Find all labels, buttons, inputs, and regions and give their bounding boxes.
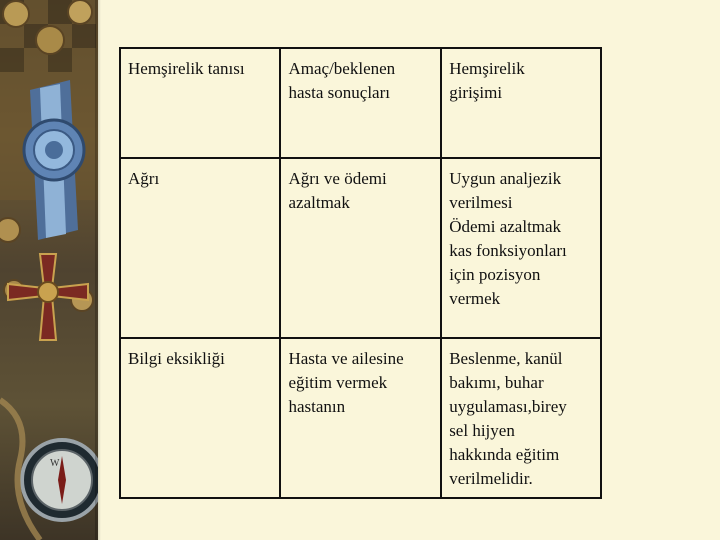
svg-text:W: W bbox=[50, 458, 60, 469]
cell-text: vermek bbox=[449, 289, 501, 308]
cell-text: hakkında eğitim bbox=[449, 445, 560, 464]
table-cell bbox=[120, 338, 280, 498]
table-cell bbox=[441, 158, 601, 338]
cell-text: girişimi bbox=[449, 83, 503, 102]
table-cell bbox=[441, 338, 601, 498]
cell-text: için pozisyon bbox=[449, 265, 541, 284]
cell-text: eğitim vermek bbox=[288, 373, 388, 392]
cell-text: hastanın bbox=[288, 397, 346, 416]
cell-text: Hemşirelik bbox=[449, 59, 525, 78]
cell-text: Ağrı ve ödemi bbox=[288, 169, 387, 188]
table-cell bbox=[280, 48, 441, 158]
cell-text: kas fonksiyonları bbox=[449, 241, 567, 260]
cell-text: verilmelidir. bbox=[449, 469, 533, 488]
decorative-medal-photo bbox=[0, 0, 98, 540]
cell-text: Hemşirelik tanısı bbox=[128, 59, 245, 78]
cell-text: Ağrı bbox=[128, 169, 160, 188]
medal-illustration bbox=[0, 0, 98, 540]
table-row bbox=[120, 48, 601, 158]
photo-edge-shadow bbox=[95, 0, 101, 540]
nursing-care-plan-table bbox=[119, 47, 602, 499]
table-row bbox=[120, 338, 601, 498]
cell-text: Hasta ve ailesine bbox=[288, 349, 404, 368]
cell-text: sel hijyen bbox=[449, 421, 515, 440]
cell-text: Beslenme, kanül bbox=[449, 349, 563, 368]
table-cell bbox=[280, 338, 441, 498]
cell-text: Bilgi eksikliği bbox=[128, 349, 225, 368]
cell-text: Uygun analjezik bbox=[449, 169, 562, 188]
table-cell bbox=[441, 48, 601, 158]
table-cell bbox=[280, 158, 441, 338]
cell-text: bakımı, buhar bbox=[449, 373, 544, 392]
cell-text: uygulaması,birey bbox=[449, 397, 567, 416]
cell-text: hasta sonuçları bbox=[288, 83, 390, 102]
cell-text: verilmesi bbox=[449, 193, 513, 212]
table-cell bbox=[120, 158, 280, 338]
table-row bbox=[120, 158, 601, 338]
cell-text: Amaç/beklenen bbox=[288, 59, 396, 78]
table-cell bbox=[120, 48, 280, 158]
cell-text: Ödemi azaltmak bbox=[449, 217, 562, 236]
cell-text: azaltmak bbox=[288, 193, 350, 212]
